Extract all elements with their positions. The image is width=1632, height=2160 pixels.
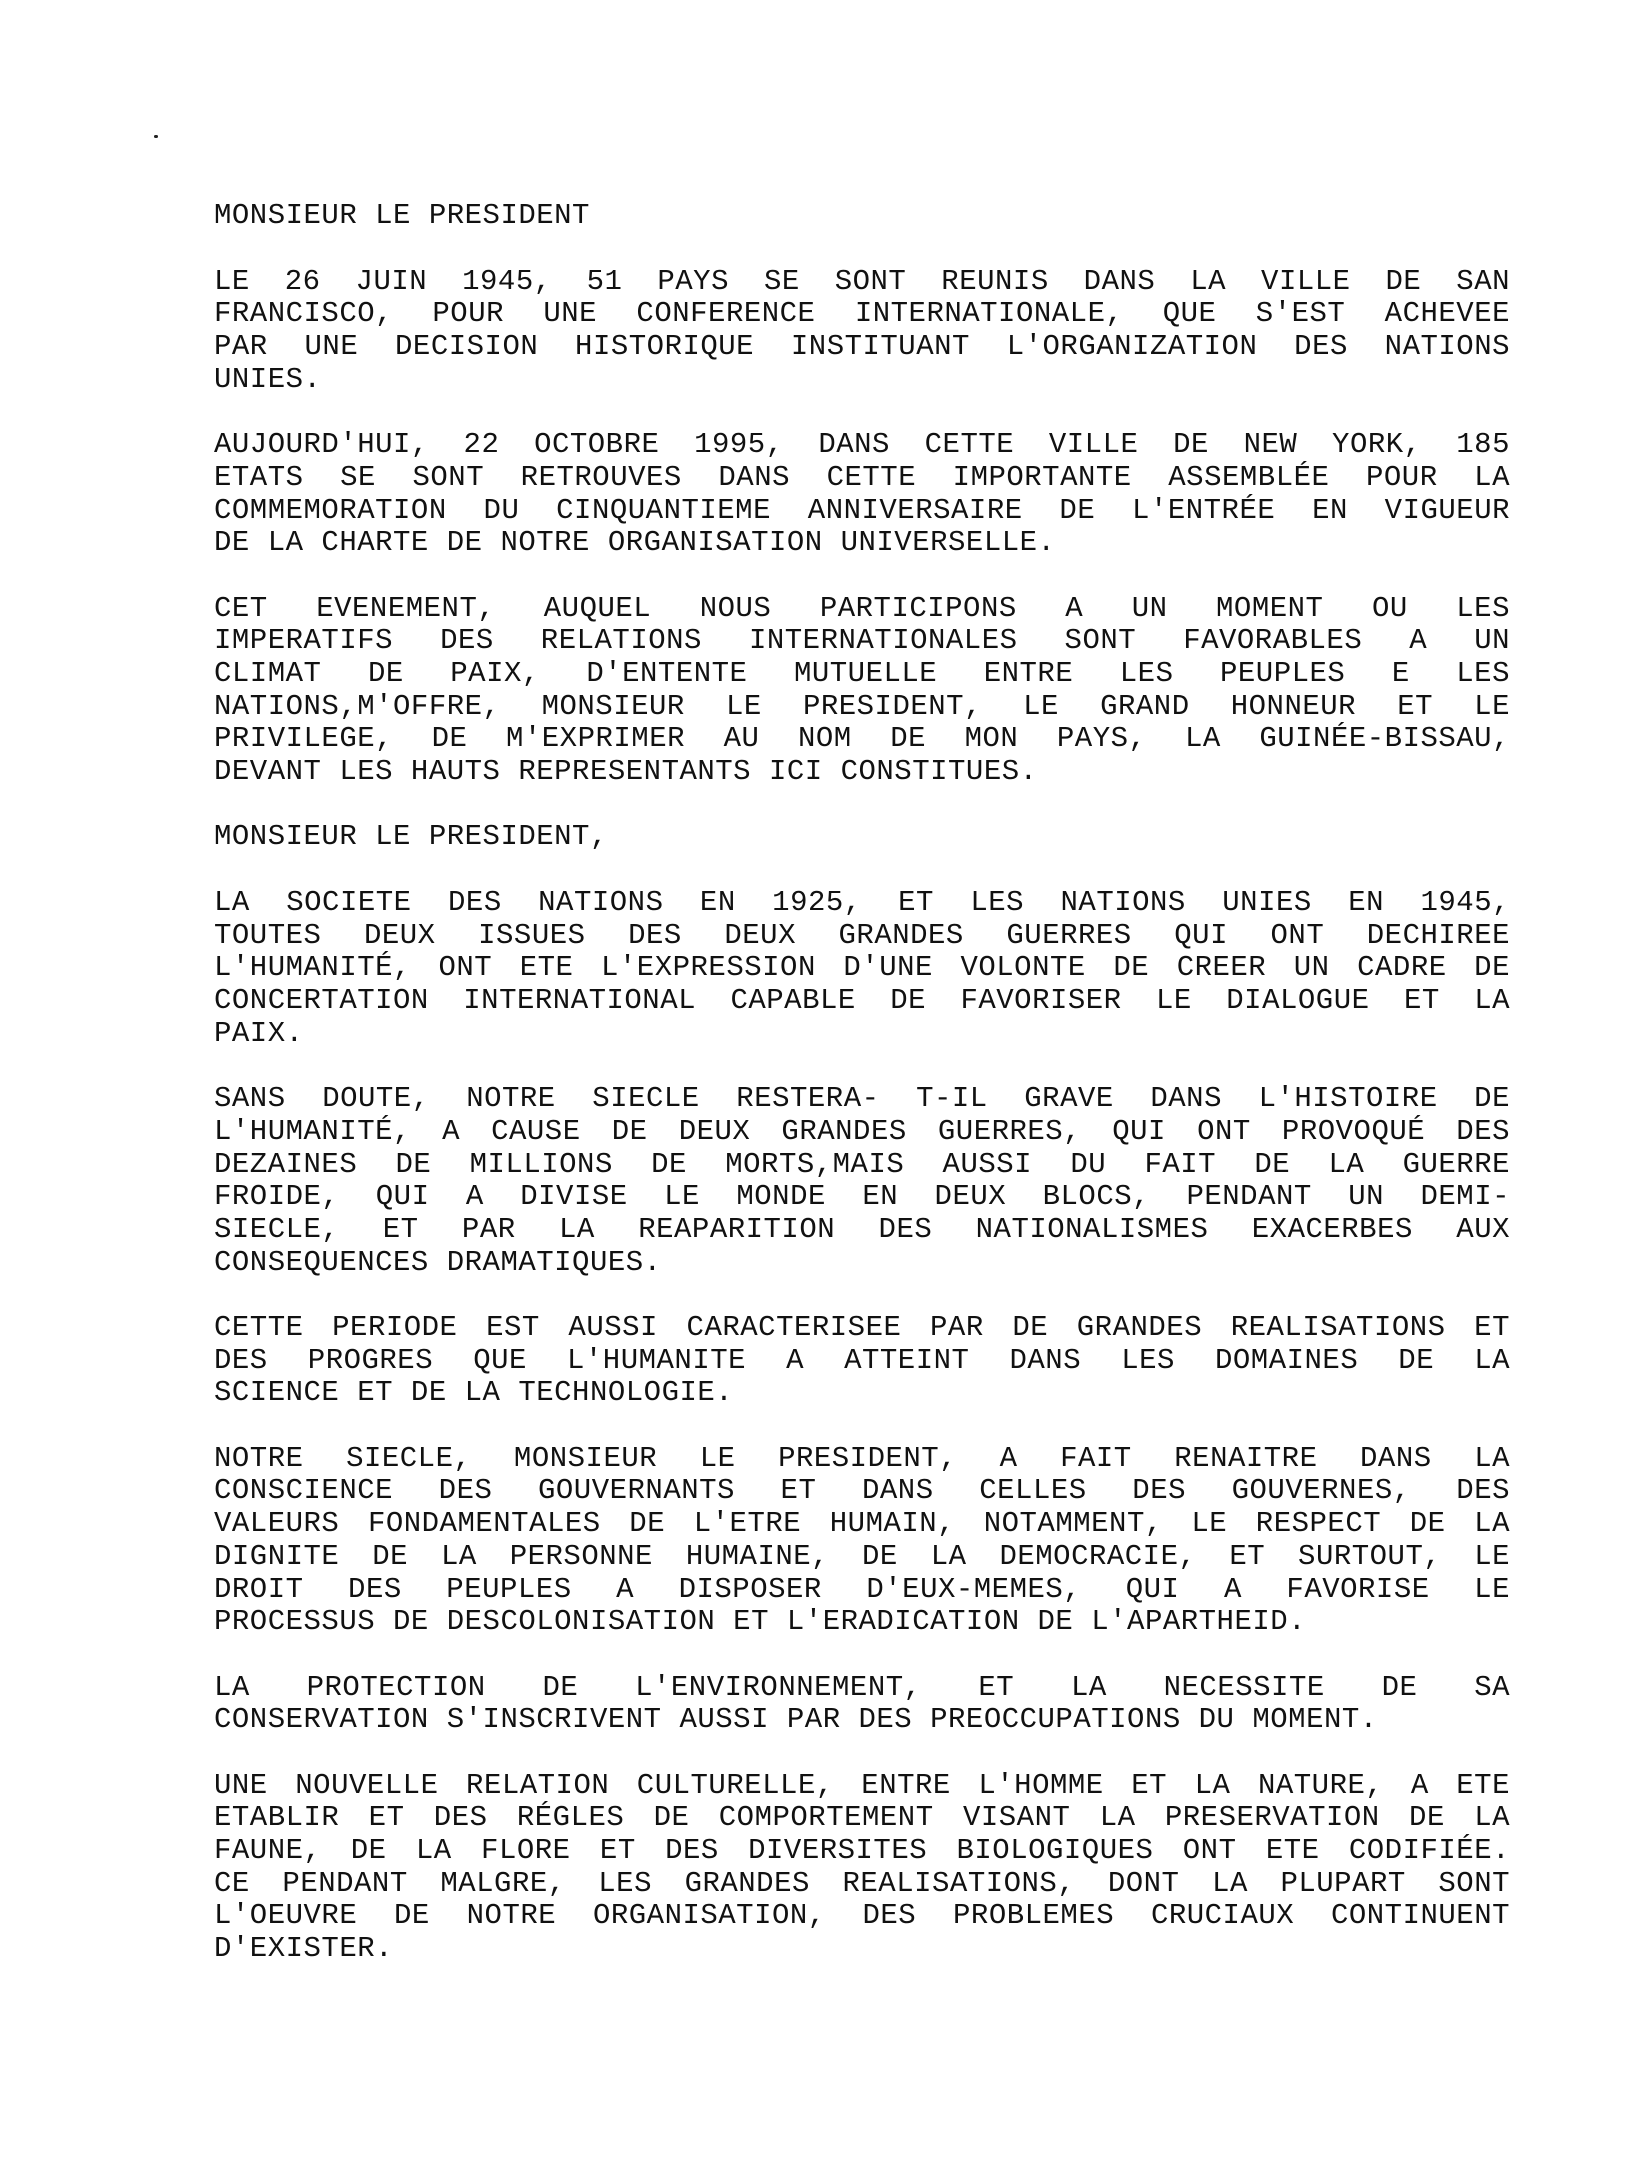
text-line: MONSIEUR LE PRESIDENT, xyxy=(214,820,608,854)
text-line: PRIVILEGE, DE M'EXPRIMER AU NOM DE MON PAYS, LA GUINÉE-BISSAU, xyxy=(214,722,1510,756)
paragraph xyxy=(214,429,1510,560)
text-line: CLIMAT DE PAIX, D'ENTENTE MUTUELLE ENTRE LES PEUPLES E LES xyxy=(214,656,1510,690)
salutation-heading xyxy=(214,200,1510,233)
text-line: FAUNE, DE LA FLORE ET DES DIVERSITES BIOLOGIQUES ONT ETE CODIFIÉE. xyxy=(214,1834,1510,1867)
text-line: ETABLIR ET DES RÉGLES DE COMPORTEMENT VISANT LA PRESERVATION DE LA xyxy=(214,1801,1510,1835)
text-line: SCIENCE ET DE LA TECHNOLOGIE. xyxy=(214,1376,734,1410)
text-line: FROIDE, QUI A DIVISE LE MONDE EN DEUX BLOCS, PENDANT UN DEMI- xyxy=(214,1180,1510,1214)
paragraph xyxy=(214,266,1510,397)
text-line: AUJOURD'HUI, 22 OCTOBRE 1995, DANS CETTE VILLE DE NEW YORK, 185 xyxy=(214,428,1510,462)
text-line: MONSIEUR LE PRESIDENT xyxy=(214,199,590,232)
text-line: PAR UNE DECISION HISTORIQUE INSTITUANT L'ORGANIZATION DES NATIONS xyxy=(214,330,1510,364)
text-line: L'OEUVRE DE NOTRE ORGANISATION, DES PROBLEMES CRUCIAUX CONTINUENT xyxy=(214,1899,1510,1933)
text-line: D'EXISTER. xyxy=(214,1932,394,1966)
text-line: COMMEMORATION DU CINQUANTIEME ANNIVERSAIRE DE L'ENTRÉE EN VIGUEUR xyxy=(214,493,1510,527)
text-line: DE LA CHARTE DE NOTRE ORGANISATION UNIVERSELLE. xyxy=(214,526,1056,560)
paragraph xyxy=(214,1672,1510,1737)
text-line: UNE NOUVELLE RELATION CULTURELLE, ENTRE L'HOMME ET LA NATURE, A ETE xyxy=(214,1768,1510,1802)
text-line: LE 26 JUIN 1945, 51 PAYS SE SONT REUNIS DANS LA VILLE DE SAN xyxy=(214,264,1510,298)
text-line: LA SOCIETE DES NATIONS EN 1925, ET LES NATIONS UNIES EN 1945, xyxy=(214,886,1510,920)
text-line: VALEURS FONDAMENTALES DE L'ETRE HUMAIN, NOTAMMENT, LE RESPECT DE LA xyxy=(214,1507,1510,1541)
text-line: DEVANT LES HAUTS REPRESENTANTS ICI CONSTITUES. xyxy=(214,755,1038,788)
text-line: SIECLE, ET PAR LA REAPARITION DES NATIONALISMES EXACERBES AUX xyxy=(214,1212,1510,1246)
paragraph xyxy=(214,1312,1510,1410)
text-line: IMPERATIFS DES RELATIONS INTERNATIONALES SONT FAVORABLES A UN xyxy=(214,624,1510,658)
text-line: L'HUMANITÉ, A CAUSE DE DEUX GRANDES GUERRES, QUI ONT PROVOQUÉ DES xyxy=(214,1114,1510,1148)
text-line: FRANCISCO, POUR UNE CONFERENCE INTERNATIONALE, QUE S'EST ACHEVEE xyxy=(214,297,1510,331)
text-line: DES PROGRES QUE L'HUMANITE A ATTEINT DANS LES DOMAINES DE LA xyxy=(214,1343,1510,1377)
paragraph xyxy=(214,887,1510,1050)
text-line: TOUTES DEUX ISSUES DES DEUX GRANDES GUERRES QUI ONT DECHIREE xyxy=(214,918,1510,952)
salutation-heading xyxy=(214,821,1510,854)
paragraph xyxy=(214,1443,1510,1639)
text-line: SANS DOUTE, NOTRE SIECLE RESTERA- T-IL GRAVE DANS L'HISTOIRE DE xyxy=(214,1082,1510,1116)
text-line: CONSEQUENCES DRAMATIQUES. xyxy=(214,1245,662,1279)
text-line: CET EVENEMENT, AUQUEL NOUS PARTICIPONS A UN MOMENT OU LES xyxy=(214,591,1510,625)
text-line: CONSCIENCE DES GOUVERNANTS ET DANS CELLES DES GOUVERNES, DES xyxy=(214,1474,1510,1508)
text-line: PAIX. xyxy=(214,1016,304,1050)
paragraph xyxy=(214,1083,1510,1279)
text-line: CE PENDANT MALGRE, LES GRANDES REALISATIONS, DONT LA PLUPART SONT xyxy=(214,1866,1510,1900)
text-line: UNIES. xyxy=(214,362,322,396)
paragraph xyxy=(214,1770,1510,1966)
text-line: NOTRE SIECLE, MONSIEUR LE PRESIDENT, A FAIT RENAITRE DANS LA xyxy=(214,1441,1510,1475)
document-body xyxy=(214,200,1510,1998)
text-line: CONSERVATION S'INSCRIVENT AUSSI PAR DES PREOCCUPATIONS DU MOMENT. xyxy=(214,1703,1378,1737)
text-line: NATIONS,M'OFFRE, MONSIEUR LE PRESIDENT, LE GRAND HONNEUR ET LE xyxy=(214,689,1510,723)
text-line: CONCERTATION INTERNATIONAL CAPABLE DE FAVORISER LE DIALOGUE ET LA xyxy=(214,984,1510,1018)
text-line: DROIT DES PEUPLES A DISPOSER D'EUX-MEMES, QUI A FAVORISE LE xyxy=(214,1572,1510,1606)
text-line: PROCESSUS DE DESCOLONISATION ET L'ERADICATION DE L'APARTHEID. xyxy=(214,1605,1307,1639)
text-line: ETATS SE SONT RETROUVES DANS CETTE IMPORTANTE ASSEMBLÉE POUR LA xyxy=(214,460,1510,494)
scan-speck xyxy=(154,135,158,138)
text-line: DIGNITE DE LA PERSONNE HUMAINE, DE LA DEMOCRACIE, ET SURTOUT, LE xyxy=(214,1539,1510,1573)
paragraph xyxy=(214,593,1510,789)
text-line: L'HUMANITÉ, ONT ETE L'EXPRESSION D'UNE VOLONTE DE CREER UN CADRE DE xyxy=(214,951,1510,985)
text-line: CETTE PERIODE EST AUSSI CARACTERISEE PAR DE GRANDES REALISATIONS ET xyxy=(214,1311,1510,1344)
text-line: LA PROTECTION DE L'ENVIRONNEMENT, ET LA NECESSITE DE SA xyxy=(214,1670,1510,1704)
text-line: DEZAINES DE MILLIONS DE MORTS,MAIS AUSSI DU FAIT DE LA GUERRE xyxy=(214,1147,1510,1181)
